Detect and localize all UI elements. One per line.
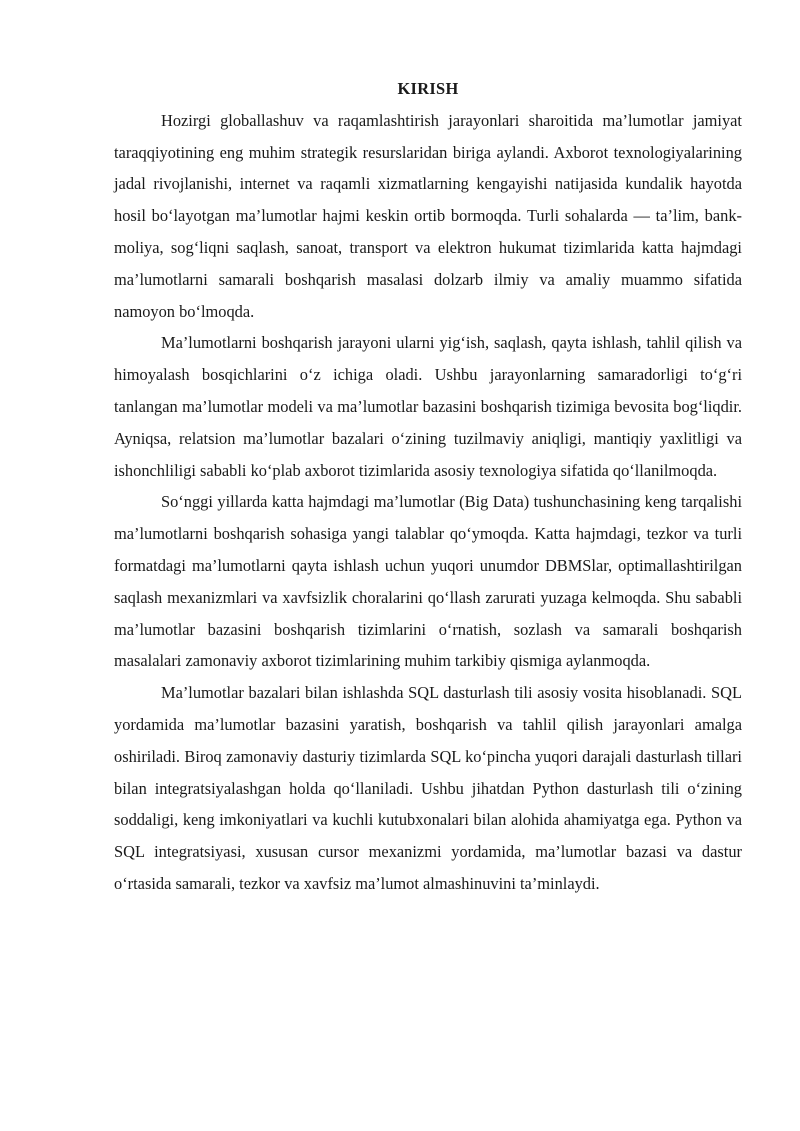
section-title: KIRISH [397, 79, 459, 98]
paragraph-4: Ma’lumotlar bazalari bilan ishlashda SQL dasturlash tili asosiy vosita hisoblanadi. SQL yordamida ma’lumotlar bazasini yaratish, boshqarish va tahlil qilish jarayonlari amalga oshiriladi. Biroq zamonaviy dasturiy tizimlarda SQL ko‘pincha yuqori darajali dasturlash tillari bilan integratsiyalashgan holda qo‘llaniladi. Ushbu jihatdan Python dasturlash tili o‘zining soddaligi, keng imkoniyatlari va kuchli kutubxonalari bilan alohida ahamiyatga ega. Python va SQL integratsiyasi, xususan cursor mexanizmi yordamida, ma’lumotlar bazasi va dastur o‘rtasida samarali, tezkor va xavfsiz ma’lumot almashinuvini ta’minlaydi. [114, 683, 742, 893]
paragraph-1: Hozirgi globallashuv va raqamlashtirish jarayonlari sharoitida ma’lumotlar jamiyat taraqqiyotining eng muhim strategik resurslaridan biriga aylandi. Axborot texnologiyalarining jadal rivojlanishi, internet va raqamli xizmatlarning kengayishi natijasida kundalik hayotda hosil bo‘layotgan ma’lumotlar hajmi keskin ortib bormoqda. Turli sohalarda — ta’lim, bank-moliya, sog‘liqni saqlash, sanoat, transport va elektron hukumat tizimlarida katta hajmdagi ma’lumotlarni samarali boshqarish masalasi dolzarb ilmiy va amaliy muammo sifatida namoyon bo‘lmoqda. [114, 110, 742, 321]
document-body [114, 73, 742, 900]
paragraph-2: Ma’lumotlarni boshqarish jarayoni ularni yig‘ish, saqlash, qayta ishlash, tahlil qilish va himoyalash bosqichlarini o‘z ichiga oladi. Ushbu jarayonlarning samaradorligi to‘g‘ri tanlangan ma’lumotlar modeli va ma’lumotlar bazasini boshqarish tizimiga bevosita bog‘liqdir. Ayniqsa, relatsion ma’lumotlar bazalari o‘zining tuzilmaviy aniqligi, mantiqiy yaxlitligi va ishonchliligi sababli ko‘plab axborot tizimlarida asosiy texnologiya sifatida qo‘llanilmoqda. [114, 333, 742, 480]
paragraph-3: So‘nggi yillarda katta hajmdagi ma’lumotlar (Big Data) tushunchasining keng tarqalishi ma’lumotlarni boshqarish sohasiga yangi talablar qo‘ymoqda. Katta hajmdagi, tezkor va turli formatdagi ma’lumotlarni qayta ishlash uchun yuqori unumdor DBMSlar, optimallashtirilgan saqlash mexanizmlari va xavfsizlik choralarini qo‘llash zarurati yuzaga kelmoqda. Shu sababli ma’lumotlar bazasini boshqarish tizimlarini o‘rnatish, sozlash va samarali boshqarish masalalari zamonaviy axborot tizimlarining muhim tarkibiy qismiga aylanmoqda. [114, 492, 742, 671]
